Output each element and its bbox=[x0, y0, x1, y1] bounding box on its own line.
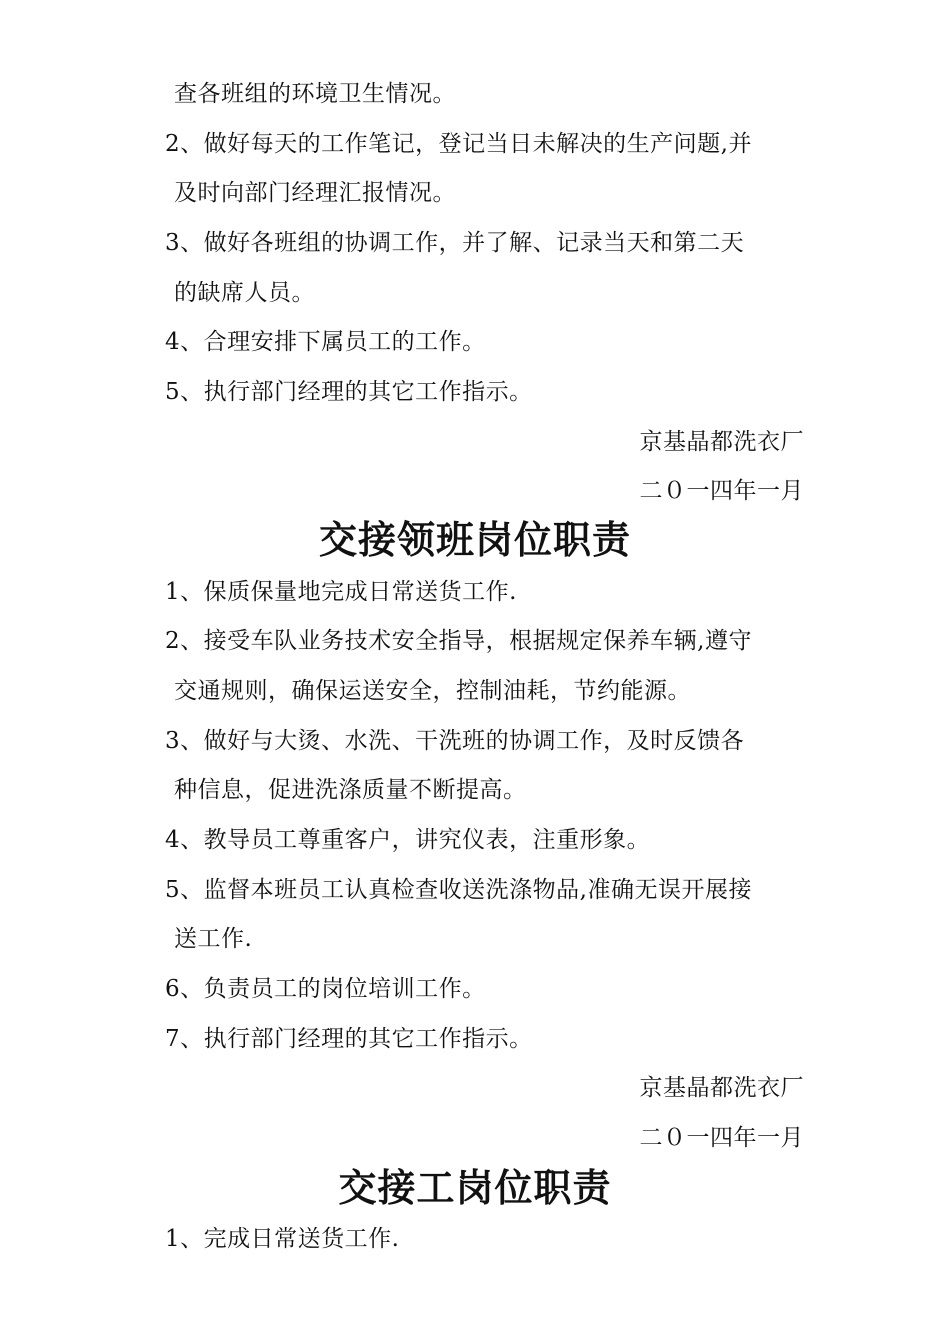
section1-line: 5、执行部门经理的其它工作指示。 bbox=[165, 379, 533, 405]
section2-company: 京基晶都洗衣厂 bbox=[639, 1075, 804, 1101]
section2-date: 二０一四年一月 bbox=[639, 1125, 804, 1151]
section2-line: 种信息，促进洗涤质量不断提高。 bbox=[174, 777, 527, 803]
section3-title: 交接工岗位职责 bbox=[338, 1166, 612, 1210]
section2-line: 1、保质保量地完成日常送货工作. bbox=[165, 579, 517, 605]
section1-line: 3、做好各班组的协调工作，并了解、记录当天和第二天 bbox=[165, 230, 745, 256]
section2-line: 交通规则，确保运送安全，控制油耗，节约能源。 bbox=[174, 678, 691, 704]
section2-line: 3、做好与大烫、水洗、干洗班的协调工作，及时反馈各 bbox=[165, 728, 745, 754]
section2-line: 送工作. bbox=[174, 926, 253, 952]
section2-line: 7、执行部门经理的其它工作指示。 bbox=[165, 1026, 533, 1052]
section3-line: 1、完成日常送货工作. bbox=[165, 1226, 400, 1252]
section1-date: 二０一四年一月 bbox=[639, 478, 804, 504]
section1-company: 京基晶都洗衣厂 bbox=[639, 429, 804, 455]
section1-line: 查各班组的环境卫生情况。 bbox=[174, 81, 456, 107]
section1-line: 2、做好每天的工作笔记，登记当日未解决的生产问题,并 bbox=[165, 131, 752, 157]
section1-line: 4、合理安排下属员工的工作。 bbox=[165, 329, 486, 355]
section2-line: 6、负责员工的岗位培训工作。 bbox=[165, 976, 486, 1002]
section2-line: 2、接受车队业务技术安全指导，根据规定保养车辆,遵守 bbox=[165, 628, 752, 654]
section2-title: 交接领班岗位职责 bbox=[318, 518, 631, 562]
section1-line: 及时向部门经理汇报情况。 bbox=[174, 180, 456, 206]
section2-line: 5、监督本班员工认真检查收送洗涤物品,准确无误开展接 bbox=[165, 877, 752, 903]
section1-line: 的缺席人员。 bbox=[174, 280, 315, 306]
section2-line: 4、教导员工尊重客户，讲究仪表，注重形象。 bbox=[165, 827, 651, 853]
